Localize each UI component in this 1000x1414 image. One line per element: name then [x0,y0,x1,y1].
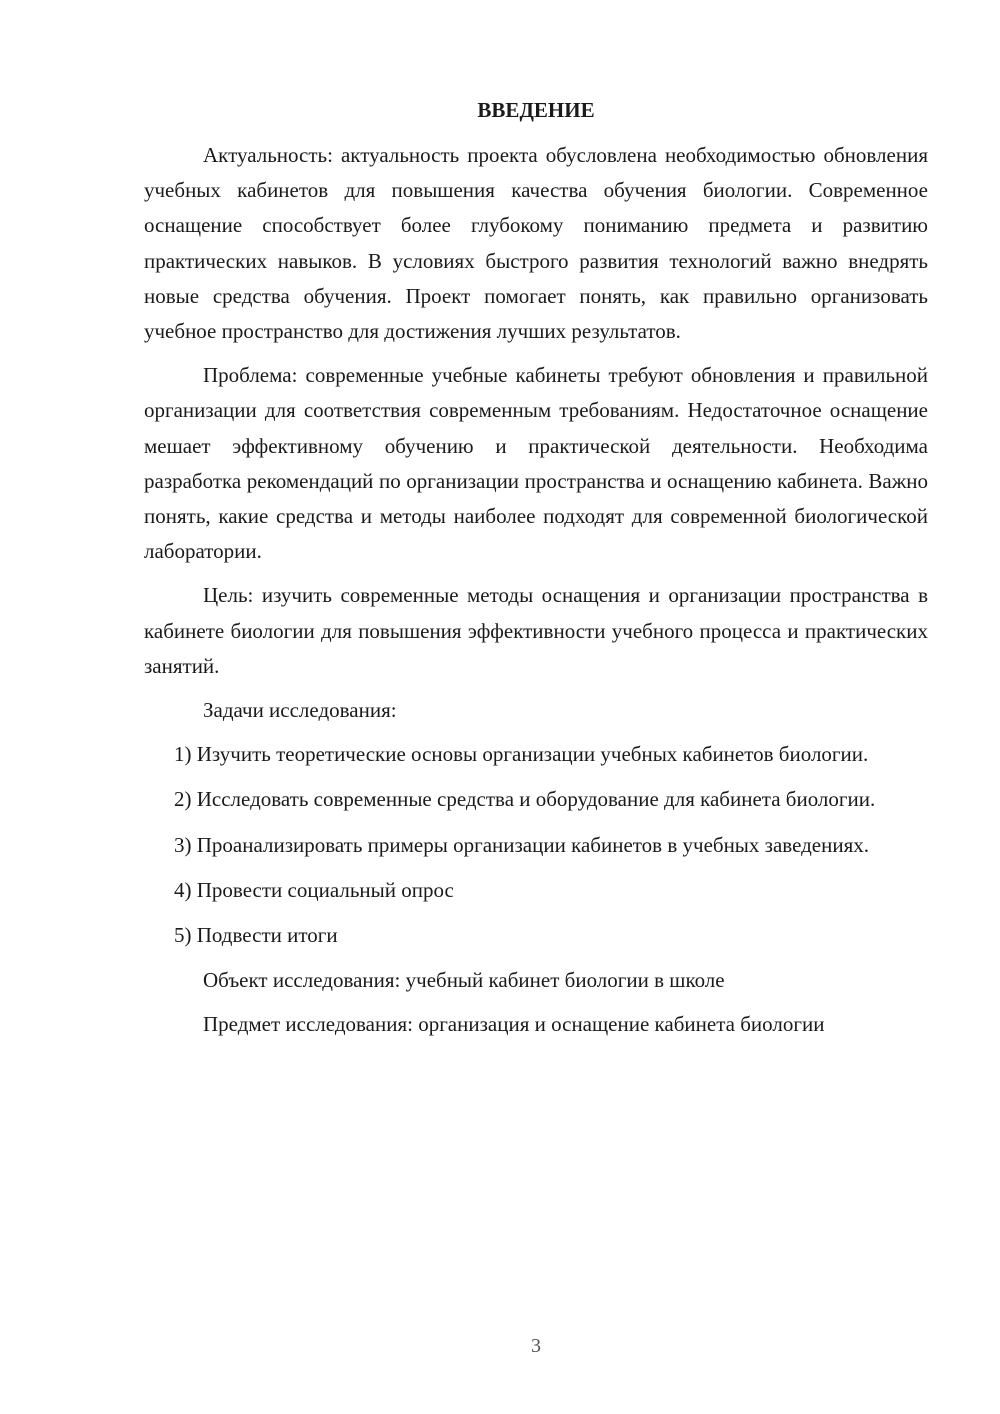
research-object-paragraph: Объект исследования: учебный кабинет биологии в школе [203,968,725,993]
list-item: 3) Проанализировать примеры организации кабинетов в учебных заведениях. [174,832,870,857]
page-content [144,96,928,1052]
tasks-title: Задачи исследования: [203,698,397,723]
relevance-paragraph: Актуальность: актуальность проекта обусловлена необходимостью обновления учебных кабинетов для повышения качества обучения биологии. Современное оснащение способствует более глубокому пониманию предмета и развитию практических навыков. В условиях быстрого развития технологий важно внедрять новые средства обучения. Проект помогает понять, как правильно организовать учебное пространство для достижения лучших результатов. [144,143,928,344]
problem-paragraph: Проблема: современные учебные кабинеты требуют обновления и правильной организации для соответствия современным требованиям. Недостаточное оснащение мешает эффективному обучению и практической деятельности. Необходима разработка рекомендаций по организации пространства и оснащению кабинета. Важно понять, какие средства и методы наиболее подходят для современной биологической лаборатории. [144,363,928,564]
list-item: 2) Исследовать современные средства и оборудование для кабинета биологии. [174,787,876,812]
page-number: 3 [531,1335,541,1357]
goal-paragraph: Цель: изучить современные методы оснащения и организации пространства в кабинете биологии для повышения эффективности учебного процесса и практических занятий. [144,583,928,678]
research-subject-paragraph: Предмет исследования: организация и оснащение кабинета биологии [203,1012,825,1037]
page-title: ВВЕДЕНИЕ [477,98,595,122]
list-item: 4) Провести социальный опрос [174,877,454,902]
list-item: 1) Изучить теоретические основы организации учебных кабинетов биологии. [174,742,869,767]
list-item: 5) Подвести итоги [174,923,338,948]
